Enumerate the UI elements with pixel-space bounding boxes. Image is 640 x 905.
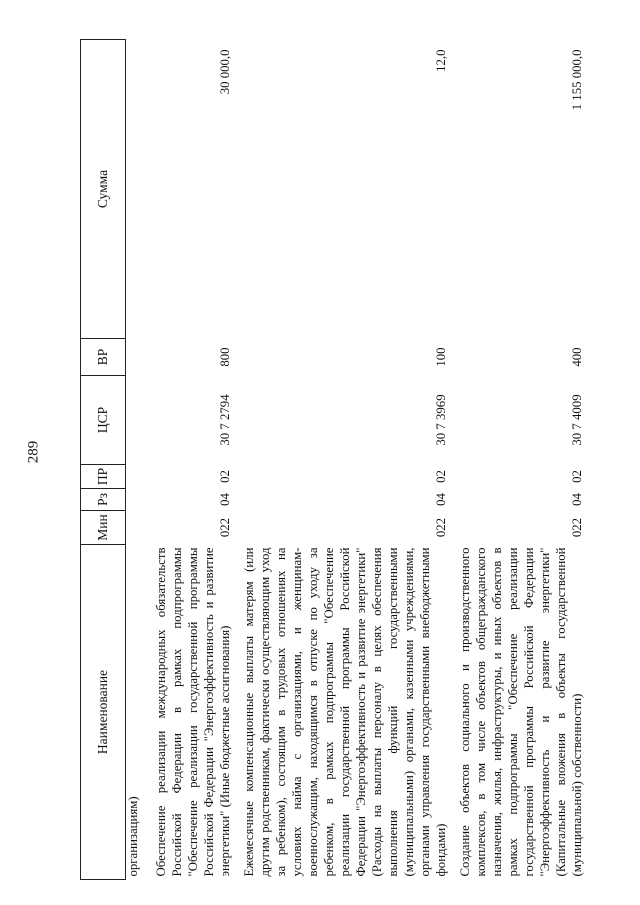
row-pr: 02 bbox=[217, 470, 232, 483]
header-rz: Рз bbox=[81, 489, 126, 511]
row-sum: 1 155 000,0 bbox=[569, 49, 584, 111]
row-sum: 12,0 bbox=[433, 49, 448, 72]
row-vr: 800 bbox=[217, 347, 232, 367]
row-rz: 04 bbox=[217, 493, 232, 506]
row-min: 022 bbox=[217, 517, 232, 538]
row-csr: 30 7 2794 bbox=[217, 394, 232, 446]
row-min: 022 bbox=[433, 517, 448, 538]
row-vr: 400 bbox=[569, 347, 584, 367]
row-pr: 02 bbox=[433, 470, 448, 483]
table-row bbox=[126, 40, 148, 880]
row-name: Обеспечение реализации международных обязательств Российской Федерации в рамках подпрограммы "Обеспечение реализации государственной программы Российской Федерации "Энергоэффективность и развитие энергетики" (Иные бюджетные ассигнования) bbox=[153, 547, 232, 877]
table-header bbox=[81, 40, 126, 880]
table-row bbox=[148, 40, 236, 880]
row-rz: 04 bbox=[433, 493, 448, 506]
header-sum: Сумма bbox=[81, 40, 126, 339]
rotated-page-content bbox=[80, 40, 584, 880]
continued-text: организациям) bbox=[126, 796, 140, 877]
row-name: Создание объектов социального и производственного комплексов, в том числе объектов общегражданского назначения, жилья, инфраструктуры, и иных объектов в рамках подпрограммы "Обеспечение реализации государственной программы Российской Федерации "Энергоэффективность и развитие энергетики" (Капитальные вложения в объекты государственной (муниципальной) собственности) bbox=[457, 547, 584, 877]
table-row bbox=[452, 40, 588, 880]
header-csr: ЦСР bbox=[81, 376, 126, 465]
header-name: Наименование bbox=[81, 545, 126, 880]
header-min: Мин bbox=[81, 511, 126, 545]
row-rz: 04 bbox=[569, 493, 584, 506]
row-sum: 30 000,0 bbox=[217, 49, 232, 95]
budget-table bbox=[80, 39, 588, 880]
row-csr: 30 7 3969 bbox=[433, 394, 448, 446]
header-vr: ВР bbox=[81, 339, 126, 376]
row-csr: 30 7 4009 bbox=[569, 394, 584, 446]
table-row bbox=[236, 40, 452, 880]
row-pr: 02 bbox=[569, 470, 584, 483]
row-min: 022 bbox=[569, 517, 584, 538]
header-pr: ПР bbox=[81, 465, 126, 489]
row-vr: 100 bbox=[433, 347, 448, 367]
row-name: Ежемесячные компенсационные выплаты матерям (или другим родственникам, фактически осуществляющим уход за ребенком), состоящим в трудовых отношениях на условиях найма с организациями, и женщинам-военнослужащим, находящимся в отпуске по уходу за ребенком, в рамках подпрограммы "Обеспечение реализации государственной программы Российской Федерации "Энергоэффективность и развитие энергетики" (Расходы на выплаты персоналу в целях обеспечения выполнения функций государственными (муниципальными) органами, казенными учреждениями, органами управления государственными внебюджетными фондами) bbox=[241, 547, 448, 877]
page-number: 289 bbox=[25, 440, 42, 464]
